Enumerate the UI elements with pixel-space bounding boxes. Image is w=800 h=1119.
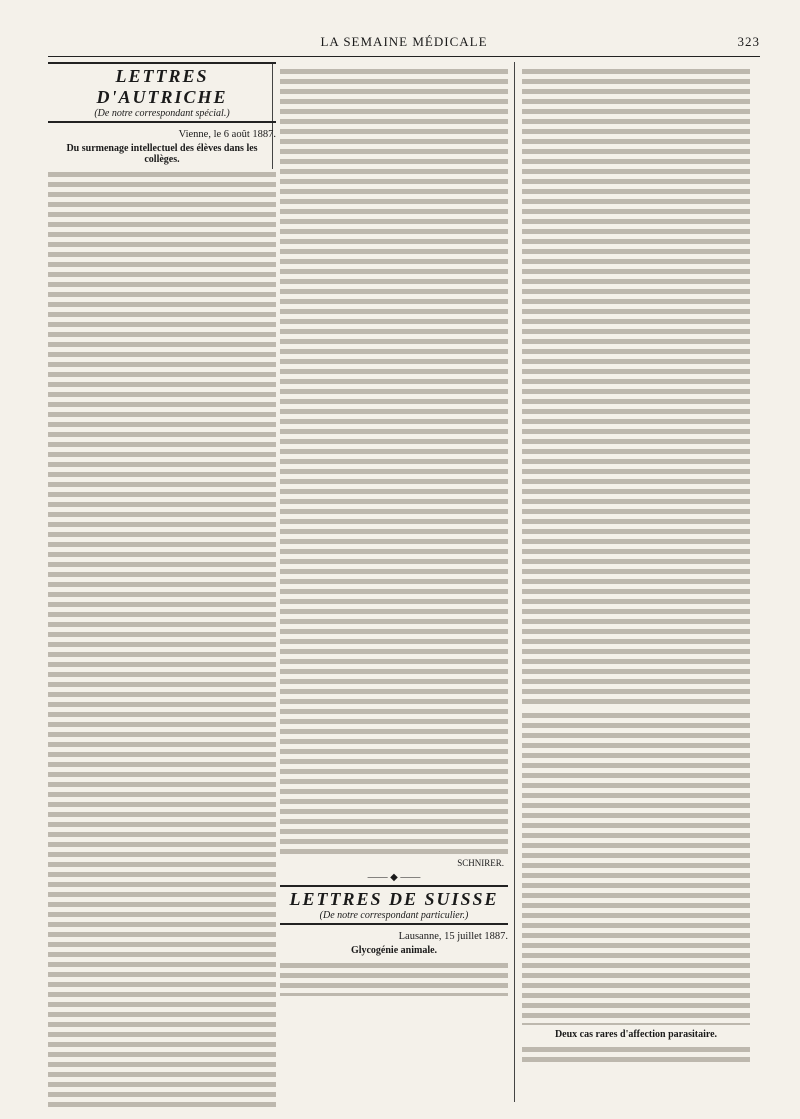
section-ornament: —— ◆ —— — [367, 872, 421, 883]
column-left — [48, 62, 276, 1109]
body-text — [522, 66, 750, 706]
switzerland-section-header — [280, 885, 508, 925]
column-middle — [280, 62, 508, 996]
austria-section-header — [48, 62, 276, 123]
austria-title: LETTRES D'AUTRICHE — [96, 66, 228, 107]
body-text — [522, 710, 750, 1025]
body-text — [280, 66, 508, 856]
switzerland-dateline: Lausanne, 15 juillet 1887. — [398, 931, 508, 942]
body-text — [280, 960, 508, 996]
page-header — [48, 32, 760, 54]
switzerland-subtitle: (De notre correspondant particulier.) — [319, 910, 469, 921]
body-text — [48, 169, 276, 1109]
column-rule — [514, 62, 515, 1102]
body-text — [522, 1044, 750, 1064]
column-right — [522, 62, 750, 1064]
switzerland-title: LETTRES DE SUISSE — [289, 889, 499, 909]
journal-title: LA SEMAINE MÉDICALE — [320, 34, 488, 49]
switzerland-heading: Glycogénie animale. — [350, 945, 438, 956]
page-number: 323 — [737, 34, 760, 49]
header-rule — [48, 56, 760, 57]
austria-dateline: Vienne, le 6 août 1887. — [178, 129, 276, 140]
austria-heading: Du surmenage intellectuel des élèves dans les collèges. — [66, 143, 258, 165]
author-signature: SCHNIRER. — [457, 858, 504, 868]
parasite-heading: Deux cas rares d'affection parasitaire. — [554, 1029, 718, 1040]
austria-subtitle: (De notre correspondant spécial.) — [94, 108, 230, 119]
